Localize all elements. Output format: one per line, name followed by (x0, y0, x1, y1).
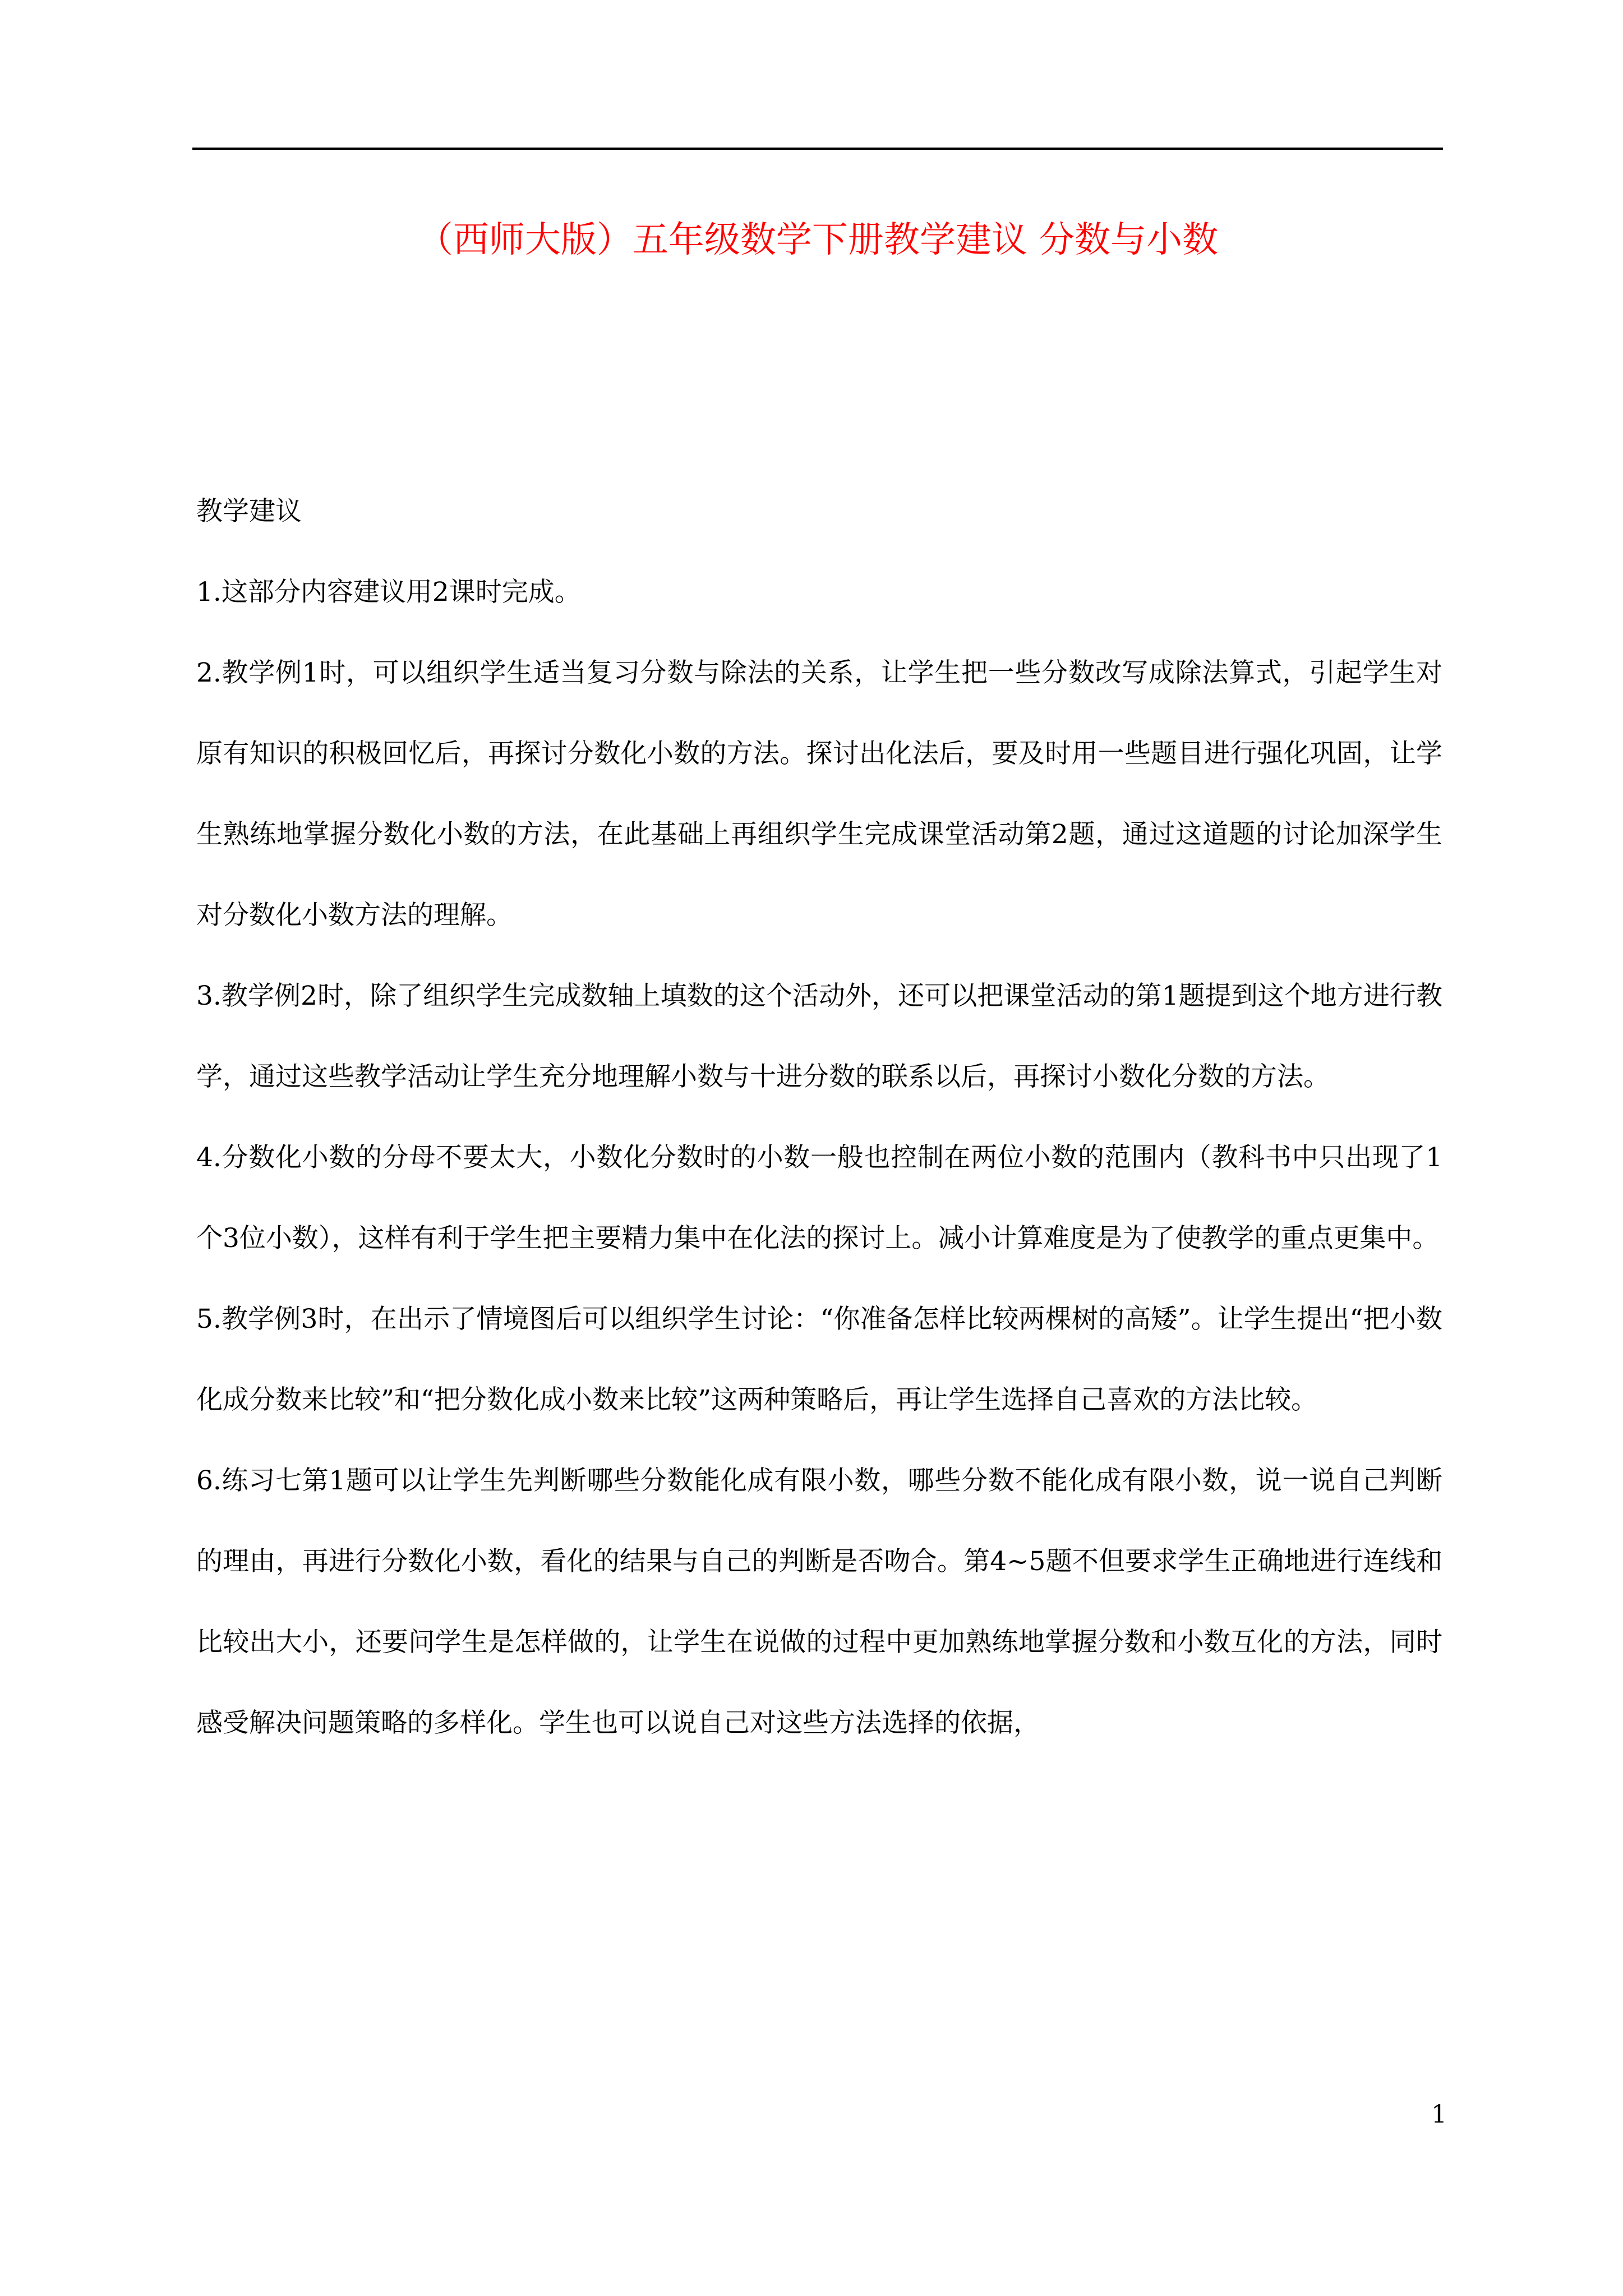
section-heading: 教学建议 (196, 496, 302, 527)
document-title: （西师大版）五年级数学下册教学建议 分数与小数 (417, 219, 1219, 261)
paragraph-3: 3.教学例2时，除了组织学生完成数轴上填数的这个活动外，还可以把课堂活动的第1题提到这个地方进行教学，通过这些教学活动让学生充分地理解小数与十进分数的联系以后，再探讨小数化分数的方法。 (196, 981, 1442, 1092)
paragraph-6: 6.练习七第1题可以让学生先判断哪些分数能化成有限小数，哪些分数不能化成有限小数，说一说自己判断的理由，再进行分数化小数，看化的结果与自己的判断是否吻合。第4~5题不但要求学生正确地进行连线和比较出大小，还要问学生是怎样做的，让学生在说做的过程中更加熟练地掌握分数和小数互化的方法，同时感受解决问题策略的多样化。学生也可以说自己对这些方法选择的依据， (196, 1465, 1442, 1738)
page-number: 1 (1431, 2100, 1447, 2129)
paragraph-1: 1.这部分内容建议用2课时完成。 (196, 577, 581, 608)
paragraph-5: 5.教学例3时，在出示了情境图后可以组织学生讨论：“你准备怎样比较两棵树的高矮”。让学生提出“把小数化成分数来比较”和“把分数化成小数来比较”这两种策略后，再让学生选择自己喜欢的方法比较。 (196, 1304, 1442, 1415)
paragraph-2: 2.教学例1时，可以组织学生适当复习分数与除法的关系，让学生把一些分数改写成除法算式，引起学生对原有知识的积极回忆后，再探讨分数化小数的方法。探讨出化法后，要及时用一些题目进行强化巩固，让学生熟练地掌握分数化小数的方法，在此基础上再组织学生完成课堂活动第2题，通过这道题的讨论加深学生对分数化小数方法的理解。 (196, 657, 1442, 931)
header-rule (192, 148, 1443, 150)
document-body (196, 471, 1442, 1764)
paragraph-4: 4.分数化小数的分母不要太大，小数化分数时的小数一般也控制在两位小数的范围内（教科书中只出现了1个3位小数），这样有利于学生把主要精力集中在化法的探讨上。减小计算难度是为了使教学的重点更集中。 (196, 1142, 1442, 1254)
